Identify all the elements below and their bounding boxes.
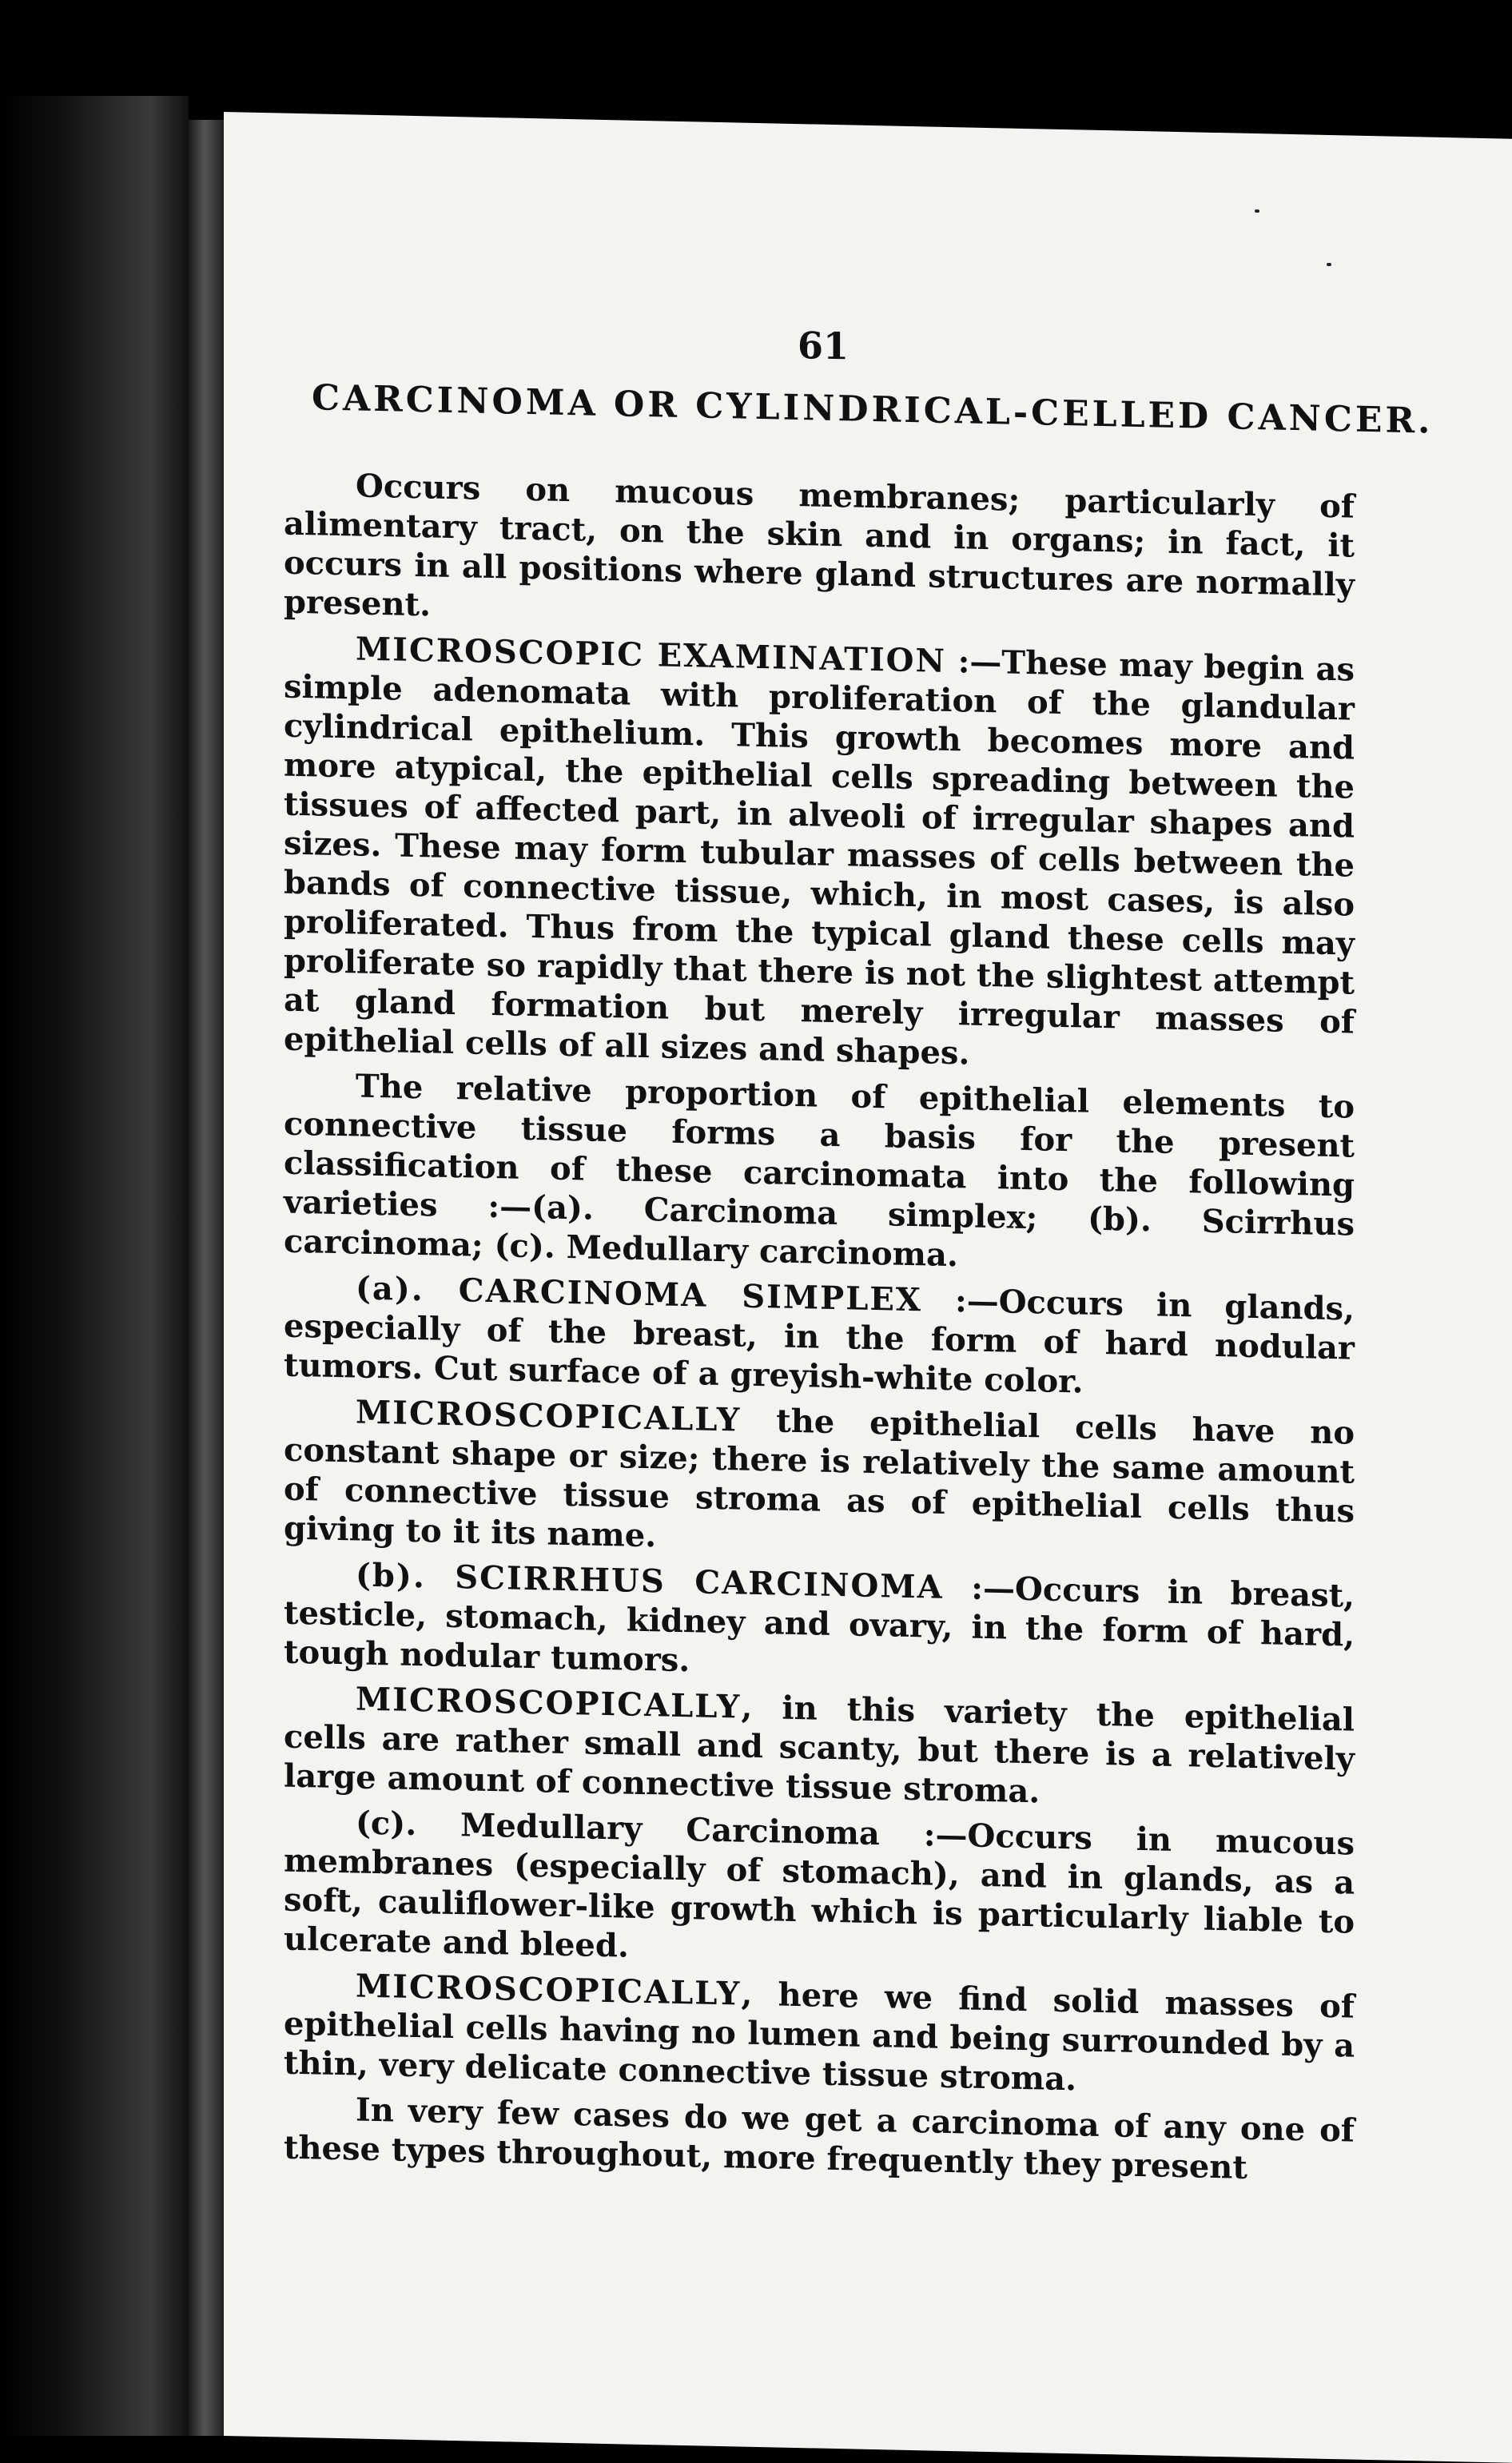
paragraph-3 xyxy=(284,1065,1355,1283)
book-page xyxy=(224,112,1512,2463)
paragraph-2-lead: MICROSCOPIC EXAMINATION xyxy=(356,630,947,680)
paragraph-9-text: , here we find solid masses of epithelial cells having no lumen and being surrounded by a thin, very delicate connective tissue stroma. xyxy=(284,1975,1355,2099)
paragraph-5-text: the epithelial cells have no constant shape or size; there is relatively the same amount of connective tissue stroma as of epithelial cells thus giving to it its name. xyxy=(284,1401,1355,1555)
chapter-title: CARCINOMA OR CYLINDRICAL-CELLED CANCER. xyxy=(312,377,1434,442)
paragraph-10 xyxy=(284,2089,1355,2190)
paragraph-7-lead: MICROSCOPICALLY xyxy=(356,1680,742,1726)
paragraph-6 xyxy=(284,1554,1355,1694)
paragraph-4 xyxy=(284,1267,1355,1407)
paragraph-4-lead: (a). CARCINOMA SIMPLEX xyxy=(356,1269,922,1319)
paragraph-9-lead: MICROSCOPICALLY xyxy=(356,1967,742,2013)
paragraph-4-text: :—Occurs in glands, especially of the breast, in the form of hard nodular tumors. Cut surface of a greyish-white color. xyxy=(284,1281,1355,1401)
paragraph-1-text: Occurs on mucous membranes; particularly of alimentary tract, on the skin and in organs; in fact, it occurs in all positions where gland structures are normally present. xyxy=(284,467,1355,624)
paragraph-8 xyxy=(284,1802,1355,1981)
paragraph-5 xyxy=(284,1391,1355,1570)
paragraph-5-lead: MICROSCOPICALLY xyxy=(356,1393,742,1439)
paragraph-1 xyxy=(284,465,1355,644)
paragraph-8-text: (c). Medullary Carcinoma :—Occurs in mucous membranes (especially of stomach), and in glands, as a soft, cauliflower-like growth which is particularly liable to ulcerate and bleed. xyxy=(284,1804,1355,1965)
paragraph-6-lead: (b). SCIRRHUS CARCINOMA xyxy=(356,1556,944,1606)
paragraph-2-text: :—These may begin as simple adenomata with proliferation of the glandular cylindrical epithelium. This growth becomes more and more atypical, the epithelial cells spreading between the tissues of affected part, in alveoli of irregular shapes and sizes. These may form tubular masses of cells between the bands of connective tissue, which, in most cases, is also proliferated. Thus from the typical gland these cells may proliferate so rapidly that there is not the slightest attempt at gland formation but merely irregular masses of epithelial cells of all sizes and shapes. xyxy=(284,642,1355,1072)
book-spine xyxy=(189,120,224,2436)
paragraph-9 xyxy=(284,1965,1355,2105)
paragraph-6-text: :—Occurs in breast, testicle, stomach, kidney and ovary, in the form of hard, tough nodular tumors. xyxy=(284,1568,1355,1680)
print-speck xyxy=(1327,263,1331,266)
facing-page-edge xyxy=(0,96,189,2436)
paragraph-3-text: The relative proportion of epithelial elements to connective tissue forms a basis for the present classification of these carcinomata into the following varieties :—(a). Carcinoma simplex; (b). Scirrhus carcinoma; (c). Medullary carcinoma. xyxy=(284,1067,1355,1275)
paragraph-7-text: , in this variety the epithelial cells are rather small and scanty, but there is a relatively large amount of connective tissue stroma. xyxy=(284,1688,1355,1811)
paragraph-10-text: In very few cases do we get a carcinoma of any one of these types throughout, more frequently they present xyxy=(284,2091,1355,2186)
page-number: 61 xyxy=(797,324,849,368)
print-speck xyxy=(1255,209,1259,213)
paragraph-2 xyxy=(284,628,1355,1081)
page-body xyxy=(284,465,1355,2196)
paragraph-7 xyxy=(284,1678,1355,1818)
